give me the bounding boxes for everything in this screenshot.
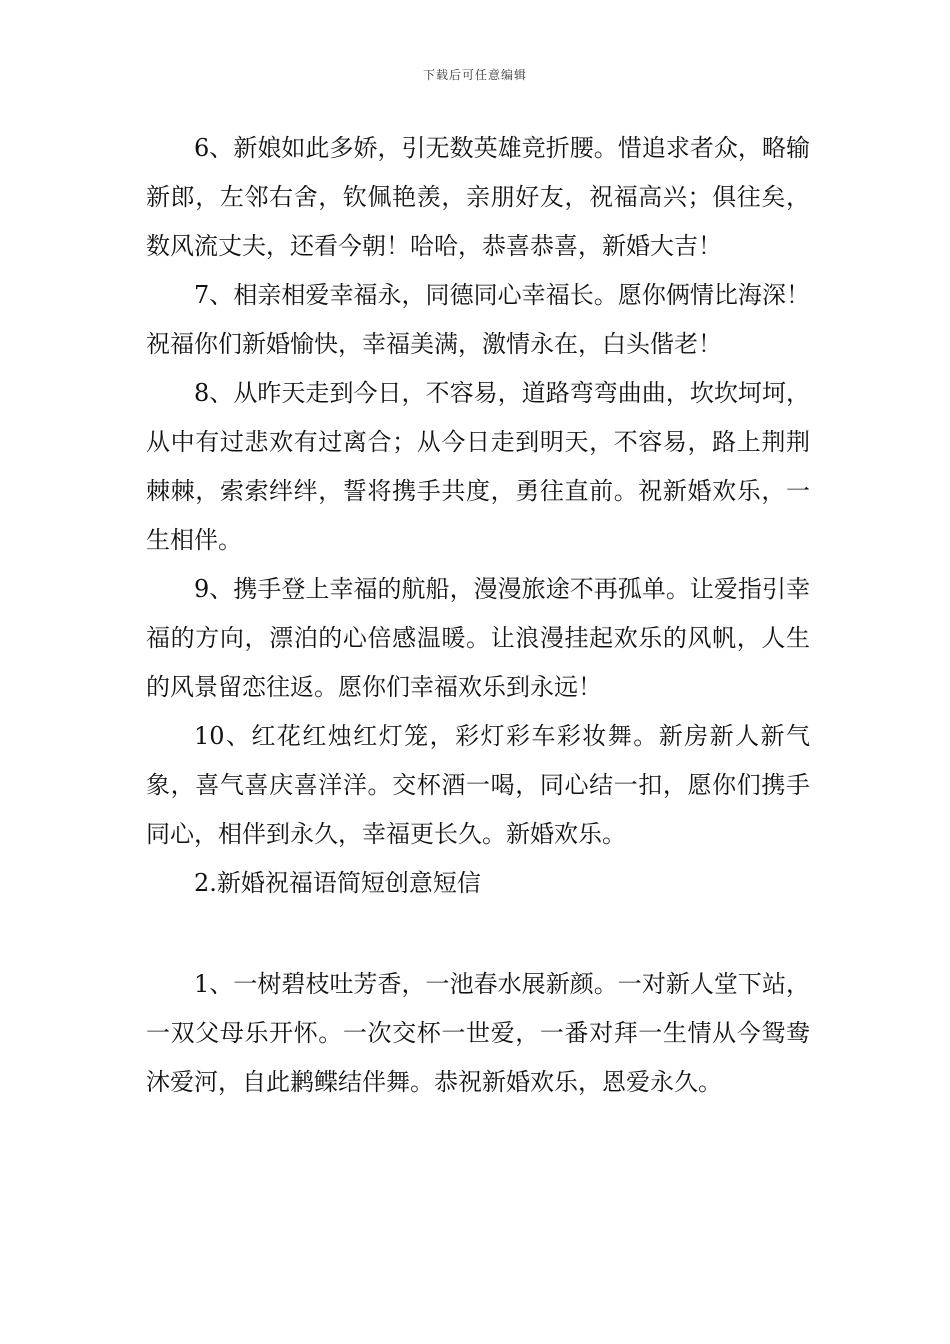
page-header: 下载后可任意编辑 [422,68,527,82]
section-heading: 2.新婚祝福语简短创意短信 [194,869,481,897]
document-body [146,124,810,1107]
section-spacer [146,908,810,960]
paragraph-7: 7、相亲相爱幸福永，同德同心幸福长。愿你俩情比海深！祝福你们新婚愉快，幸福美满，激情永在，白头偕老！ [146,281,810,358]
paragraph-6: 6、新娘如此多娇，引无数英雄竞折腰。惜追求者众，略输新郎，左邻右舍，钦佩艳羡，亲朋好友，祝福高兴；俱往矣，数风流丈夫，还看今朝！哈哈，恭喜恭喜，新婚大吉！ [146,134,810,260]
paragraph-10: 10、红花红烛红灯笼，彩灯彩车彩妆舞。新房新人新气象，喜气喜庆喜洋洋。交杯酒一喝，同心结一扣，愿你们携手同心，相伴到永久，幸福更长久。新婚欢乐。 [146,722,810,848]
paragraph-section2-1: 1、一树碧枝吐芳香，一池春水展新颜。一对新人堂下站，一双父母乐开怀。一次交杯一世爱，一番对拜一生情从今鸳鸯沐爱河，自此鹣鲽结伴舞。恭祝新婚欢乐，恩爱永久。 [146,970,810,1096]
paragraph-9: 9、携手登上幸福的航船，漫漫旅途不再孤单。让爱指引幸福的方向，漂泊的心倍感温暖。让浪漫挂起欢乐的风帆，人生的风景留恋往返。愿你们幸福欢乐到永远！ [146,575,810,701]
paragraph-8: 8、从昨天走到今日，不容易，道路弯弯曲曲，坎坎坷坷，从中有过悲欢有过离合；从今日走到明天，不容易，路上荆荆棘棘，索索绊绊，誓将携手共度，勇往直前。祝新婚欢乐，一生相伴。 [146,379,810,554]
